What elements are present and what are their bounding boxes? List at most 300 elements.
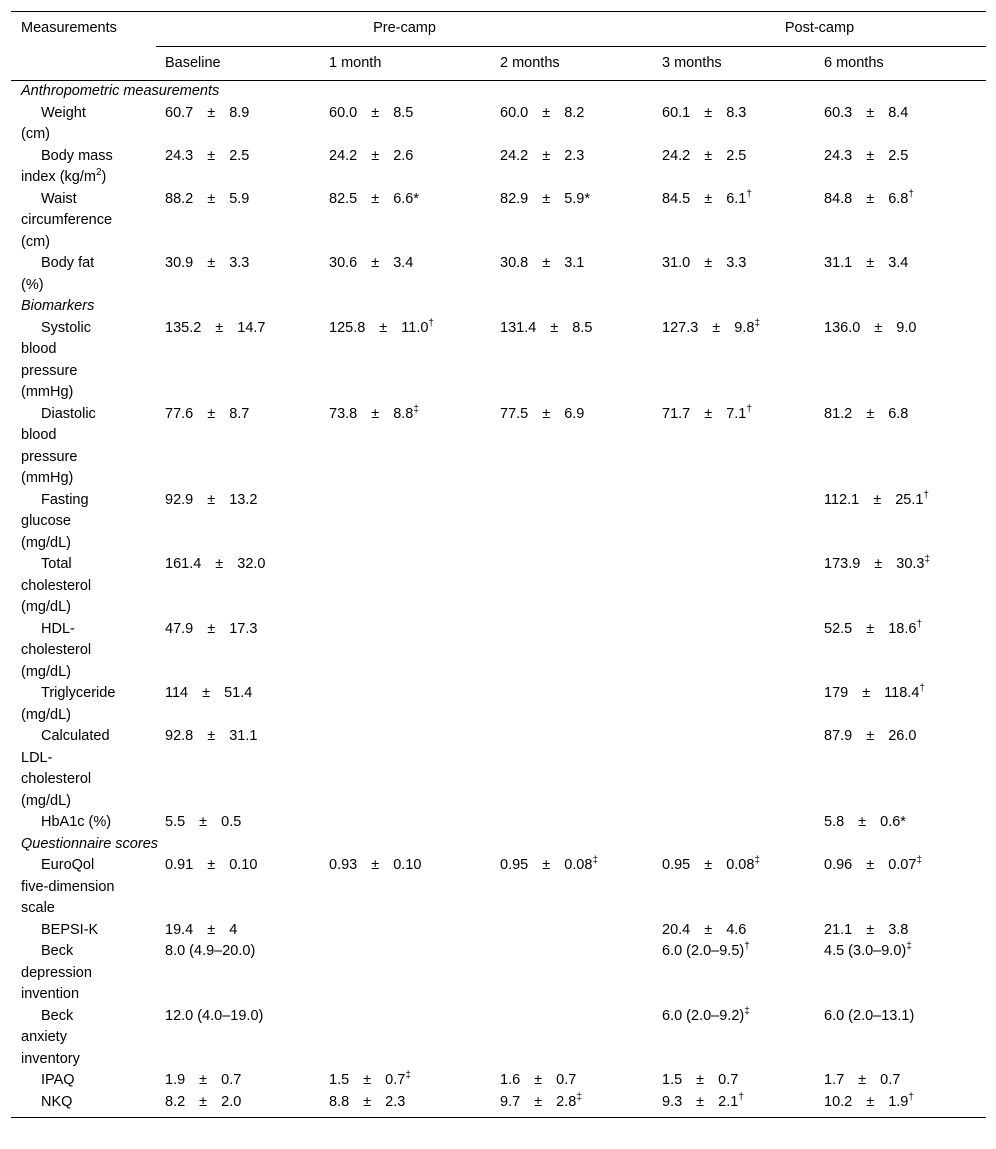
row-label-line: blood (21, 341, 57, 357)
sd-value: 0.08 (564, 857, 593, 873)
value-cell (653, 619, 815, 684)
value-cell (815, 318, 986, 404)
header-1-month: 1 month (320, 46, 491, 81)
plus-minus-symbol: ± (202, 685, 211, 701)
mean-sd (500, 253, 584, 275)
value-cell (491, 189, 653, 254)
value-cell (156, 1092, 320, 1118)
sd-value: 26.0 (888, 728, 917, 744)
sd-value: 1.9 (888, 1093, 909, 1110)
significance-marker: † (908, 1091, 914, 1103)
row-label-line: Diastolic (41, 405, 96, 422)
mean-value: 77.6 (165, 405, 194, 422)
row-label (11, 941, 156, 1006)
row-label-line: Body mass (41, 147, 113, 164)
mean-value: 52.5 (824, 620, 853, 637)
row-label (11, 1006, 156, 1071)
value-cell (156, 920, 320, 942)
row-label-line: NKQ (41, 1093, 73, 1110)
mean-value: 1.7 (824, 1072, 845, 1088)
sd-value: 5.9* (564, 190, 591, 207)
plus-minus-symbol: ± (363, 1072, 372, 1088)
value-cell (491, 490, 653, 555)
row-label-line: pressure (21, 448, 78, 465)
value-cell (815, 490, 986, 555)
plus-minus-symbol: ± (207, 921, 216, 938)
mean-value: 47.9 (165, 620, 194, 637)
value-cell (156, 103, 320, 146)
plus-minus-symbol: ± (873, 491, 882, 508)
plus-minus-symbol: ± (207, 190, 216, 207)
sd-value: 0.5 (221, 814, 242, 830)
plus-minus-symbol: ± (858, 1072, 867, 1088)
mean-sd (824, 920, 908, 942)
mean-value: 30.8 (500, 255, 529, 271)
value-cell (320, 683, 491, 726)
value-text: 8.0 (4.9–20.0) (165, 943, 256, 959)
mean-value: 0.95 (662, 857, 691, 873)
value-cell (491, 253, 653, 296)
mean-sd (329, 318, 428, 340)
mean-value: 73.8 (329, 405, 358, 422)
significance-marker: ‡ (413, 403, 419, 415)
mean-value: 0.91 (165, 857, 194, 873)
sd-value: 25.1 (895, 491, 924, 508)
row-label-line: cholesterol (21, 577, 92, 594)
value-cell (320, 941, 491, 1006)
value-cell (653, 554, 815, 619)
row-label-line: pressure (21, 362, 78, 379)
header-6-months: 6 months (815, 46, 986, 81)
plus-minus-symbol: ± (858, 814, 867, 830)
value-cell (491, 404, 653, 490)
value-cell (156, 490, 320, 555)
plus-minus-symbol: ± (207, 147, 216, 164)
plus-minus-symbol: ± (862, 685, 871, 701)
row-label-line: Waist (41, 190, 77, 207)
section-header-row (11, 81, 986, 103)
plus-minus-symbol: ± (542, 190, 551, 207)
value-cell (653, 103, 815, 146)
mean-value: 24.3 (824, 147, 853, 164)
table-row (11, 404, 986, 490)
header-measurements: Measurements (11, 12, 156, 81)
value-cell (491, 683, 653, 726)
plus-minus-symbol: ± (866, 255, 875, 271)
mean-sd (824, 404, 908, 426)
significance-marker: † (428, 317, 434, 329)
plus-minus-symbol: ± (866, 620, 875, 637)
mean-sd (662, 103, 746, 125)
mean-value: 84.5 (662, 190, 691, 207)
row-label (11, 189, 156, 254)
row-label-line: IPAQ (41, 1072, 75, 1088)
plus-minus-symbol: ± (199, 1072, 208, 1088)
plus-minus-symbol: ± (866, 190, 875, 207)
sd-value: 9.0 (896, 319, 917, 336)
row-label-line: (cm) (21, 126, 50, 142)
plus-minus-symbol: ± (542, 405, 551, 422)
mean-sd (824, 619, 916, 641)
significance-marker: ‡ (405, 1070, 411, 1082)
value-cell (491, 812, 653, 834)
value-cell (815, 683, 986, 726)
row-label-line: Beck (41, 943, 74, 959)
significance-marker: † (744, 941, 750, 953)
sd-value: 0.6* (880, 814, 906, 830)
mean-sd (165, 619, 257, 641)
table-row (11, 812, 986, 834)
mean-sd (165, 1070, 241, 1092)
sd-value: 8.4 (888, 104, 909, 121)
row-label-line: Body fat (41, 255, 95, 271)
mean-sd (500, 1070, 576, 1092)
plus-minus-symbol: ± (704, 921, 713, 938)
plus-minus-symbol: ± (542, 104, 551, 121)
plus-minus-symbol: ± (207, 491, 216, 508)
mean-sd (824, 253, 908, 275)
value-cell (320, 189, 491, 254)
section-title: Biomarkers (21, 298, 95, 314)
plus-minus-symbol: ± (542, 255, 551, 271)
row-label-line: Calculated (41, 728, 110, 744)
sd-value: 2.5 (726, 147, 747, 164)
sd-value: 6.8 (888, 190, 909, 207)
row-label-line: Systolic (41, 319, 91, 336)
value-cell (491, 726, 653, 812)
mean-sd (824, 490, 923, 512)
value-cell (815, 920, 986, 942)
sd-value: 3.4 (888, 255, 909, 271)
value-cell (156, 683, 320, 726)
row-label-line: LDL- (21, 749, 53, 766)
mean-value: 8.2 (165, 1093, 186, 1110)
mean-value: 30.6 (329, 255, 358, 271)
value-cell (156, 253, 320, 296)
row-label-line: anxiety (21, 1029, 67, 1045)
value-cell (156, 1070, 320, 1092)
mean-value: 131.4 (500, 319, 537, 336)
mean-sd (824, 103, 908, 125)
mean-value: 173.9 (824, 556, 861, 572)
table-row (11, 253, 986, 296)
value-cell (320, 318, 491, 404)
significance-marker: † (916, 618, 922, 630)
row-label-line: (mmHg) (21, 470, 74, 486)
row-label (11, 253, 156, 296)
value-cell (156, 404, 320, 490)
mean-value: 81.2 (824, 405, 853, 422)
row-label (11, 1092, 156, 1118)
plus-minus-symbol: ± (866, 147, 875, 164)
mean-value: 125.8 (329, 319, 366, 336)
value-cell (815, 189, 986, 254)
row-label-line: (mmHg) (21, 384, 74, 400)
plus-minus-symbol: ± (866, 728, 875, 744)
value-cell (653, 726, 815, 812)
sd-value: 0.08 (726, 857, 755, 873)
plus-minus-symbol: ± (696, 1093, 705, 1110)
plus-minus-symbol: ± (207, 857, 216, 873)
sd-value: 8.7 (229, 405, 250, 422)
table-row (11, 941, 986, 1006)
row-label-line: scale (21, 900, 55, 916)
value-cell (491, 318, 653, 404)
mean-value: 10.2 (824, 1093, 853, 1110)
row-label (11, 404, 156, 490)
table-row (11, 1070, 986, 1092)
value-cell (320, 404, 491, 490)
row-label-line: cholesterol (21, 771, 92, 787)
sd-value: 14.7 (237, 319, 266, 336)
sd-value: 6.6* (393, 190, 420, 207)
plus-minus-symbol: ± (704, 147, 713, 164)
plus-minus-symbol: ± (371, 190, 380, 207)
value-text: 6.0 (2.0–13.1) (824, 1007, 915, 1024)
mean-sd (165, 1092, 241, 1114)
plus-minus-symbol: ± (371, 857, 380, 873)
plus-minus-symbol: ± (534, 1072, 543, 1088)
mean-value: 1.6 (500, 1072, 521, 1088)
sd-value: 0.7 (556, 1072, 577, 1088)
table-row (11, 318, 986, 404)
value-cell (320, 1006, 491, 1071)
row-label-line: HbA1c (%) (41, 814, 112, 830)
sd-value: 31.1 (229, 728, 258, 744)
value-cell (320, 146, 491, 189)
mean-value: 5.8 (824, 814, 845, 830)
sd-value: 9.8 (734, 319, 755, 336)
mean-value: 24.2 (500, 147, 529, 164)
row-label (11, 1070, 156, 1092)
mean-sd (662, 1070, 738, 1092)
mean-sd (329, 404, 413, 426)
value-text: 4.5 (3.0–9.0) (824, 943, 907, 959)
mean-value: 84.8 (824, 190, 853, 207)
section-header-row (11, 296, 986, 318)
plus-minus-symbol: ± (866, 405, 875, 422)
mean-sd (662, 920, 746, 942)
sd-value: 6.8 (888, 405, 909, 422)
mean-sd (824, 146, 908, 168)
table-row (11, 103, 986, 146)
row-label (11, 103, 156, 146)
value-cell (491, 1070, 653, 1092)
mean-sd (662, 855, 754, 877)
value-cell (815, 404, 986, 490)
value-cell (320, 490, 491, 555)
plus-minus-symbol: ± (207, 620, 216, 637)
value-cell (653, 1070, 815, 1092)
sd-value: 2.1 (718, 1093, 739, 1110)
mean-sd (500, 1092, 576, 1114)
mean-value: 82.5 (329, 190, 358, 207)
plus-minus-symbol: ± (866, 104, 875, 121)
mean-value: 71.7 (662, 405, 691, 422)
significance-marker: ‡ (906, 941, 912, 953)
value-text: 6.0 (2.0–9.2) (662, 1007, 745, 1024)
table-row (11, 490, 986, 555)
section-header-row (11, 834, 986, 856)
significance-marker: ‡ (576, 1091, 582, 1103)
value-cell (320, 554, 491, 619)
mean-sd (165, 855, 257, 877)
mean-sd (662, 189, 746, 211)
row-label-line: (mg/dL) (21, 792, 71, 809)
header-post-camp: Post-camp (653, 12, 986, 47)
plus-minus-symbol: ± (704, 255, 713, 271)
plus-minus-symbol: ± (866, 1093, 875, 1110)
header-3-months: 3 months (653, 46, 815, 81)
mean-value: 1.5 (662, 1072, 683, 1088)
value-cell (320, 1070, 491, 1092)
section-title: Anthropometric measurements (21, 83, 220, 99)
mean-value: 114 (165, 685, 189, 701)
value-cell (320, 1092, 491, 1118)
value-text: 12.0 (4.0–19.0) (165, 1007, 264, 1024)
value-cell (156, 726, 320, 812)
row-label-line: Total (41, 556, 72, 572)
mean-sd (500, 103, 584, 125)
table-row (11, 683, 986, 726)
sd-value: 8.8 (393, 405, 414, 422)
table-row (11, 619, 986, 684)
mean-value: 0.93 (329, 857, 358, 873)
sd-value: 2.3 (385, 1093, 406, 1110)
value-cell (653, 1092, 815, 1118)
table-row (11, 855, 986, 920)
mean-sd (329, 103, 413, 125)
table-body (11, 81, 986, 1118)
row-label-line: (mg/dL) (21, 663, 71, 680)
header-pre-camp: Pre-camp (156, 12, 653, 47)
mean-value: 24.2 (329, 147, 358, 164)
sd-value: 118.4 (884, 685, 920, 701)
value-cell (815, 1092, 986, 1118)
sd-value: 0.7 (385, 1072, 406, 1088)
plus-minus-symbol: ± (874, 556, 883, 572)
mean-sd (165, 490, 257, 512)
mean-value: 24.3 (165, 147, 194, 164)
table-row (11, 146, 986, 189)
value-cell (156, 619, 320, 684)
mean-value: 24.2 (662, 147, 691, 164)
sd-value: 8.5 (572, 319, 593, 336)
sd-value: 3.3 (229, 255, 250, 271)
value-cell (815, 554, 986, 619)
value-text: 6.0 (2.0–9.5) (662, 943, 745, 959)
sd-value: 5.9 (229, 190, 250, 207)
value-cell (653, 189, 815, 254)
significance-marker: † (919, 683, 925, 695)
mean-sd (662, 146, 746, 168)
value-cell (491, 1092, 653, 1118)
sd-value: 4.6 (726, 921, 747, 938)
value-cell (815, 146, 986, 189)
significance-marker: † (746, 188, 752, 200)
sd-value: 0.7 (221, 1072, 242, 1088)
plus-minus-symbol: ± (199, 1093, 208, 1110)
mean-sd (824, 1070, 900, 1092)
significance-marker: ‡ (592, 855, 598, 867)
table-row (11, 189, 986, 254)
row-label-line: (cm) (21, 233, 50, 250)
mean-sd (165, 812, 241, 834)
mean-value: 60.3 (824, 104, 853, 121)
value-cell (320, 253, 491, 296)
mean-sd (662, 318, 754, 340)
mean-value: 87.9 (824, 728, 853, 744)
plus-minus-symbol: ± (696, 1072, 705, 1088)
significance-marker: † (738, 1091, 744, 1103)
plus-minus-symbol: ± (534, 1093, 543, 1110)
sd-value: 2.0 (221, 1093, 242, 1110)
mean-sd (824, 855, 916, 877)
sd-value: 18.6 (888, 620, 917, 637)
mean-value: 60.0 (500, 104, 529, 121)
plus-minus-symbol: ± (704, 190, 713, 207)
mean-sd (500, 318, 592, 340)
value-cell (815, 726, 986, 812)
sd-value: 7.1 (726, 405, 747, 422)
sd-value: 4 (229, 921, 238, 938)
value-cell (491, 920, 653, 942)
plus-minus-symbol: ± (874, 319, 883, 336)
plus-minus-symbol: ± (215, 319, 224, 336)
row-label-line: Beck (41, 1007, 74, 1024)
mean-value: 31.0 (662, 255, 691, 271)
row-label (11, 683, 156, 726)
mean-sd (500, 855, 592, 877)
mean-sd (329, 1070, 405, 1092)
value-cell (653, 404, 815, 490)
mean-sd (165, 726, 257, 748)
row-label-line: inventory (21, 1050, 80, 1067)
row-label-line: (mg/dL) (21, 706, 71, 723)
significance-marker: ‡ (924, 554, 931, 566)
row-label-line: (%) (21, 276, 44, 293)
plus-minus-symbol: ± (199, 814, 208, 830)
mean-value: 135.2 (165, 319, 202, 336)
mean-value: 92.9 (165, 491, 194, 508)
sd-value: 8.3 (726, 104, 747, 121)
value-cell (320, 855, 491, 920)
mean-value: 30.9 (165, 255, 194, 271)
mean-sd (329, 189, 419, 211)
row-label-line: blood (21, 427, 57, 443)
mean-sd (329, 253, 413, 275)
section-title: Questionnaire scores (21, 835, 159, 852)
mean-sd (165, 920, 237, 942)
row-label-line: Triglyceride (41, 685, 116, 701)
mean-sd (165, 318, 266, 340)
row-label (11, 726, 156, 812)
sd-value: 8.2 (564, 104, 585, 121)
table-row (11, 920, 986, 942)
plus-minus-symbol: ± (704, 104, 713, 121)
mean-value: 9.3 (662, 1093, 683, 1110)
significance-marker: ‡ (754, 855, 760, 867)
value-cell (653, 1006, 815, 1071)
significance-marker: ‡ (744, 1005, 750, 1017)
mean-value: 60.7 (165, 104, 194, 121)
row-label-line: (mg/dL) (21, 534, 71, 551)
value-cell (653, 683, 815, 726)
sd-value: 6.9 (564, 405, 585, 422)
row-label-line: Fasting (41, 491, 89, 508)
mean-sd (329, 855, 421, 877)
mean-sd (165, 683, 252, 705)
